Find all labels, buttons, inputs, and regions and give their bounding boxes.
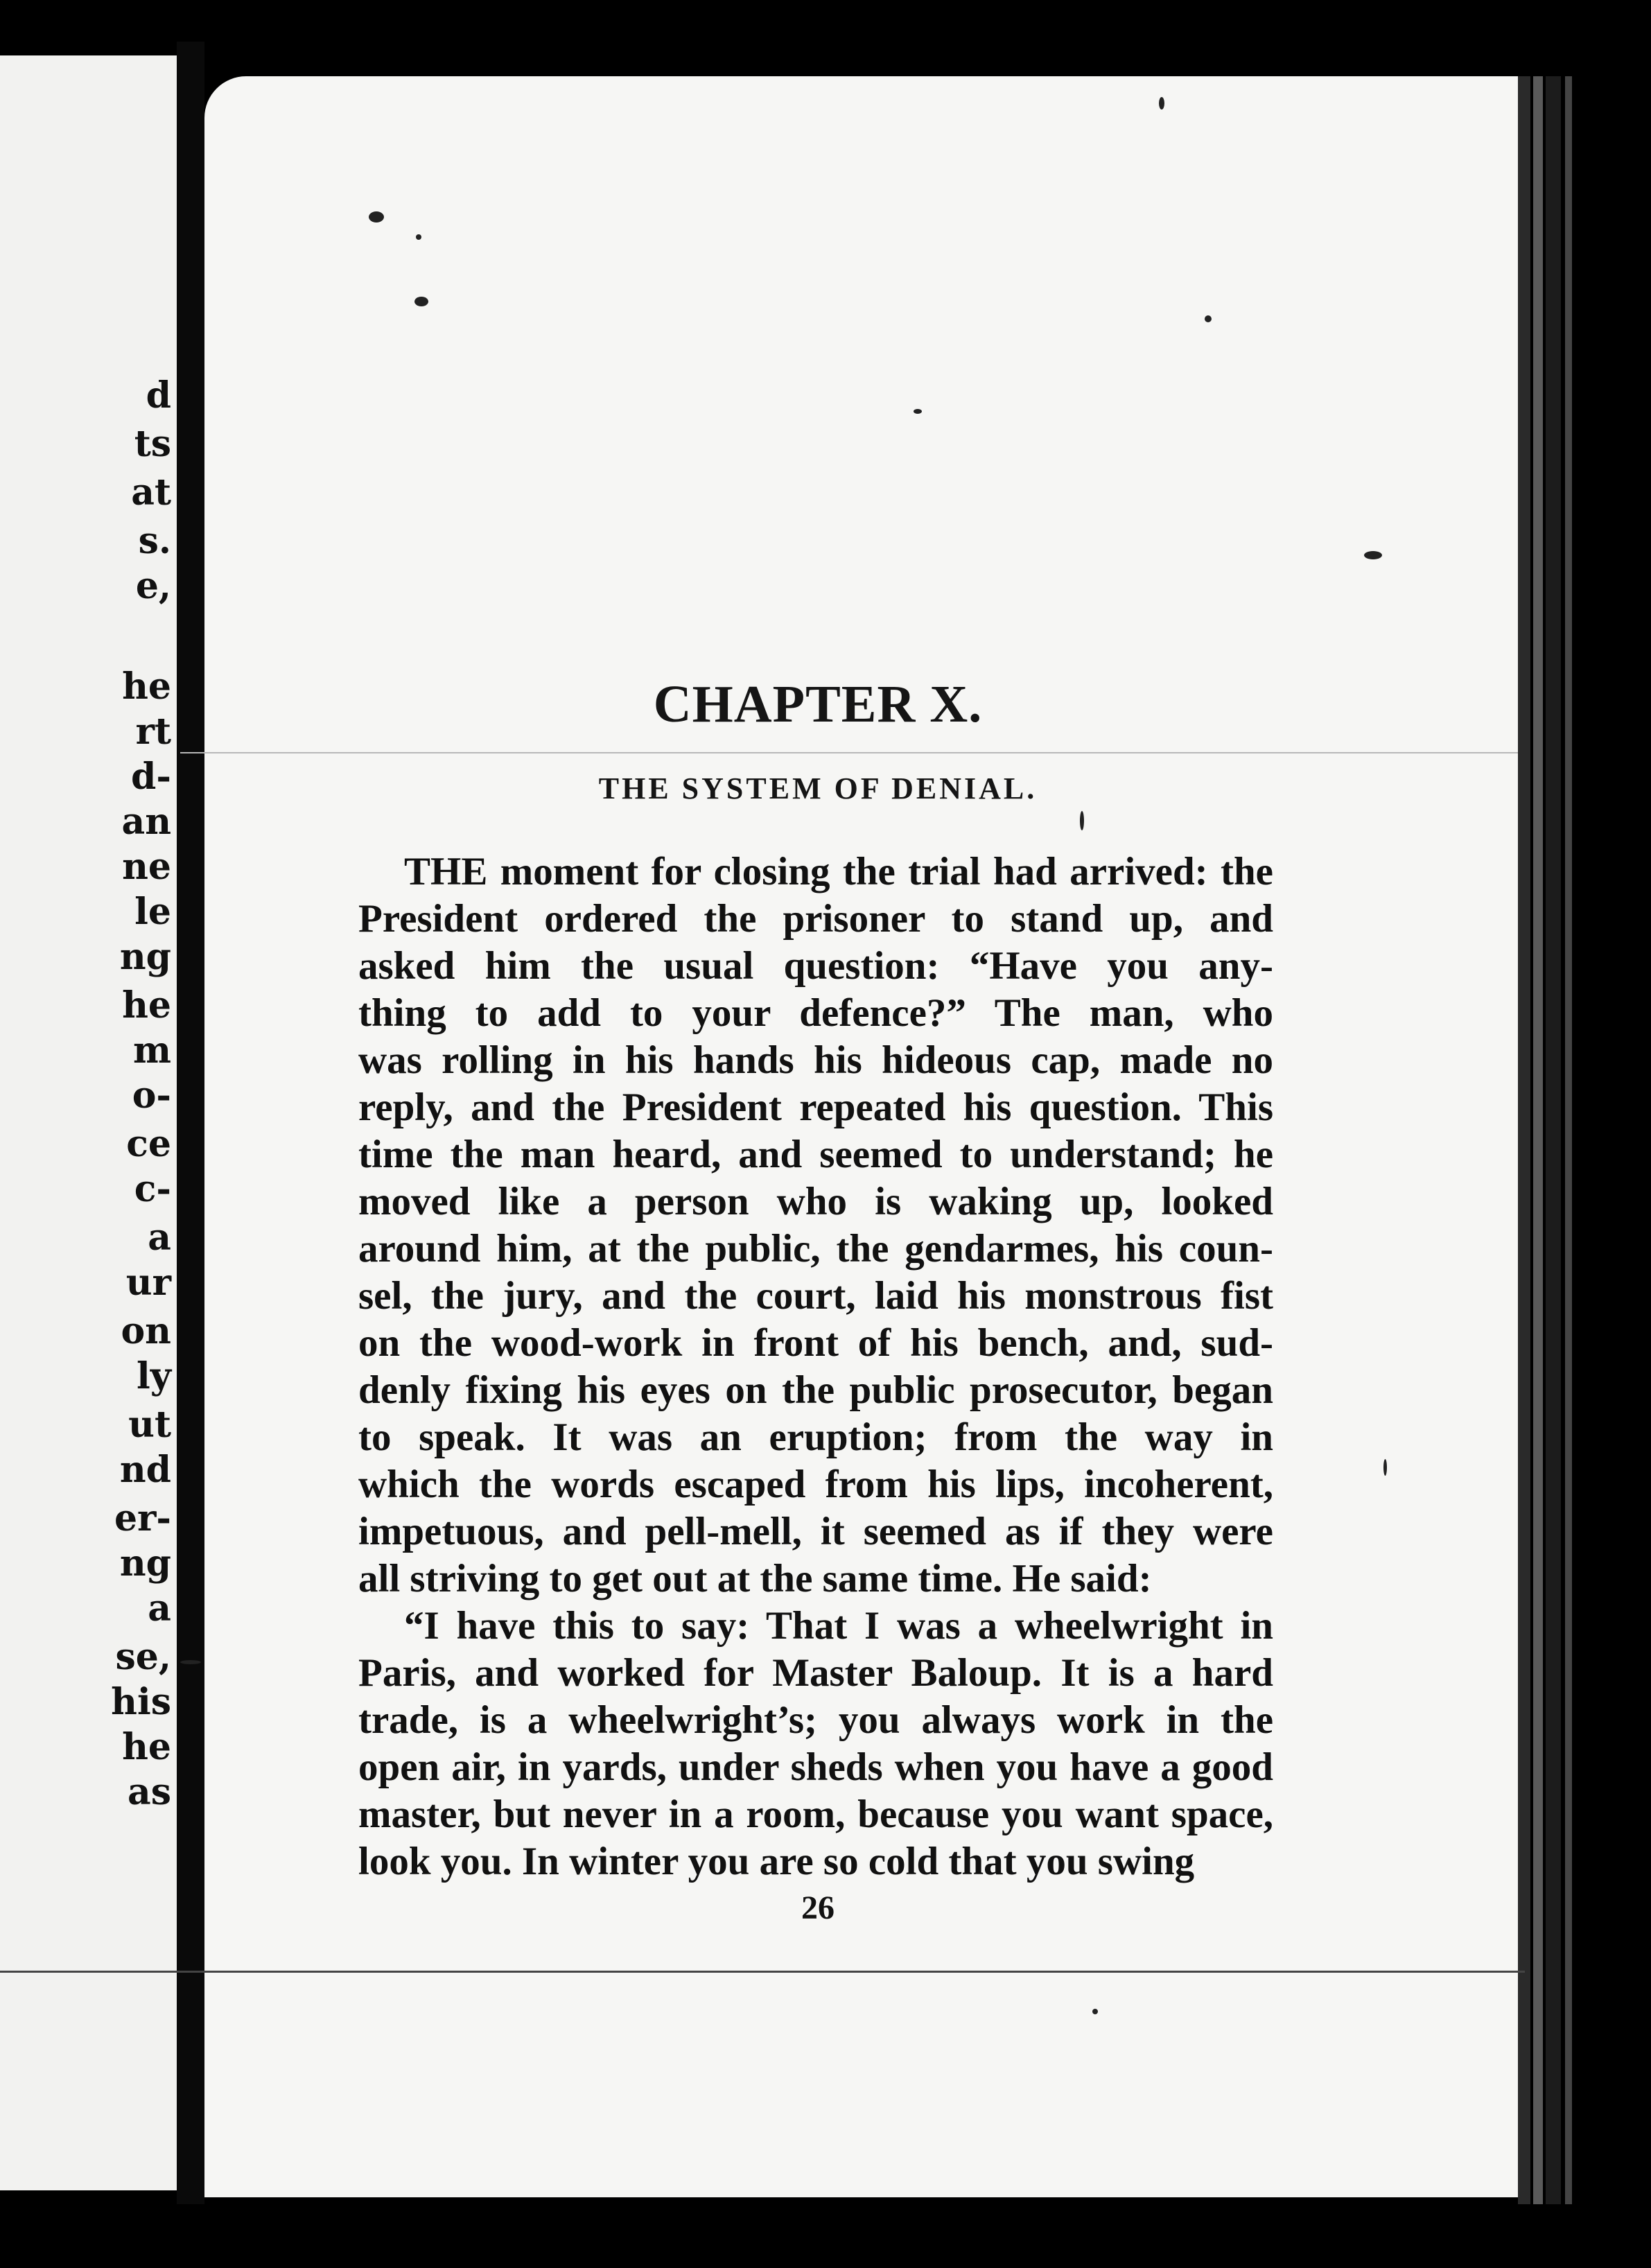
scan-speck [1383,1459,1387,1476]
facing-page-text-fragment: m [132,1029,171,1072]
facing-page-text-fragment: on [121,1310,171,1352]
scan-speck [1080,811,1084,830]
text-line: which the words escaped from his lips, incoherent, [358,1463,1273,1506]
text-line: master, but never in a room, because you want space, [358,1792,1273,1836]
facing-page-text-fragment: d- [131,756,171,798]
text-line: “I have this to say: That I was a wheelwright in [404,1604,1273,1648]
text-line: reply, and the President repeated his question. This [358,1085,1273,1129]
scan-speck [180,1660,201,1664]
text-line: was rolling in his hands his hideous cap, made no [358,1038,1273,1082]
facing-page-text-fragment: ce [126,1123,171,1165]
scan-speck [914,409,922,414]
chapter-title: CHAPTER X. [653,675,983,733]
facing-page-text-fragment: rt [135,710,171,753]
facing-page-text-fragment: e, [135,565,171,607]
facing-page-text-fragment: at [131,471,171,514]
facing-page-text-fragment: ut [128,1404,171,1446]
facing-page-text-fragment: his [111,1681,171,1723]
chapter-subtitle: THE SYSTEM OF DENIAL. [598,771,1038,805]
text-line: on the wood-work in front of his bench, and, sud- [358,1321,1273,1365]
facing-page-text-fragment: a [148,1216,171,1259]
scan-speck [416,234,421,240]
text-line: denly fixing his eyes on the public prosecutor, began [358,1368,1273,1412]
scan-line [0,1971,1525,1973]
scan-speck [369,211,384,223]
facing-page-text-fragment: ng [119,936,171,978]
facing-page-text-fragment: se, [115,1636,171,1678]
scan-speck [414,297,428,306]
facing-page-fragment [0,55,177,2190]
text-line: Paris, and worked for Master Baloup. It is a hard [358,1651,1273,1695]
text-line: time the man heard, and seemed to understand; he [358,1133,1273,1176]
scan-speck [1205,315,1212,322]
facing-page-text-fragment: le [134,891,171,933]
facing-page-text-fragment: ly [137,1355,171,1397]
scan-speck [1364,551,1382,559]
facing-page-text-fragment: an [121,801,171,843]
facing-page-text-fragment: d [146,374,171,417]
facing-page-text-fragment: he [122,1726,171,1768]
text-line: all striving to get out at the same time. He said: [358,1557,1152,1600]
scan-speck [1159,97,1164,110]
facing-page-text-fragment: he [122,984,171,1027]
text-line: trade, is a wheelwright’s; you always work in the [358,1698,1273,1742]
text-line: THE moment for closing the trial had arrived: the [404,850,1273,893]
facing-page-text-fragment: c- [134,1168,171,1210]
facing-page-text-fragment: ng [119,1542,171,1585]
scan-line [180,752,1518,753]
text-line: to speak. It was an eruption; from the way in [358,1415,1273,1459]
text-line: look you. In winter you are so cold that you swing [358,1840,1195,1883]
text-line: asked him the usual question: “Have you any- [358,944,1273,988]
text-line: President ordered the prisoner to stand up, and [358,897,1273,941]
text-line: thing to add to your defence?” The man, who [358,991,1273,1035]
body-text [358,848,1273,1885]
text-line: sel, the jury, and the court, laid his monstrous fist [358,1274,1273,1318]
text-line: moved like a person who is waking up, looked [358,1180,1273,1223]
facing-page-text-fragment: ts [134,423,171,465]
text-line: around him, at the public, the gendarmes, his coun- [358,1227,1273,1271]
page-edge [1565,76,1572,2204]
facing-page-text-fragment: er- [114,1497,171,1539]
text-line: impetuous, and pell-mell, it seemed as if they were [358,1510,1273,1553]
page-edge [1546,76,1561,2204]
page-edge [1518,76,1530,2204]
scan-speck [1092,2009,1098,2014]
facing-page-text-fragment: ne [122,846,171,888]
text-line: open air, in yards, under sheds when you have a good [358,1745,1273,1789]
page-edge [1533,76,1543,2204]
page-number: 26 [801,1890,835,1926]
book-gutter [177,42,204,2204]
facing-page-text-fragment: as [128,1771,171,1813]
facing-page-text-fragment: he [122,665,171,708]
facing-page-text-fragment: a [148,1587,171,1630]
facing-page-text-fragment: o- [132,1074,171,1117]
facing-page-text-fragment: nd [119,1449,171,1491]
facing-page-text-fragment: s. [138,520,171,562]
facing-page-text-fragment: ur [125,1262,171,1304]
